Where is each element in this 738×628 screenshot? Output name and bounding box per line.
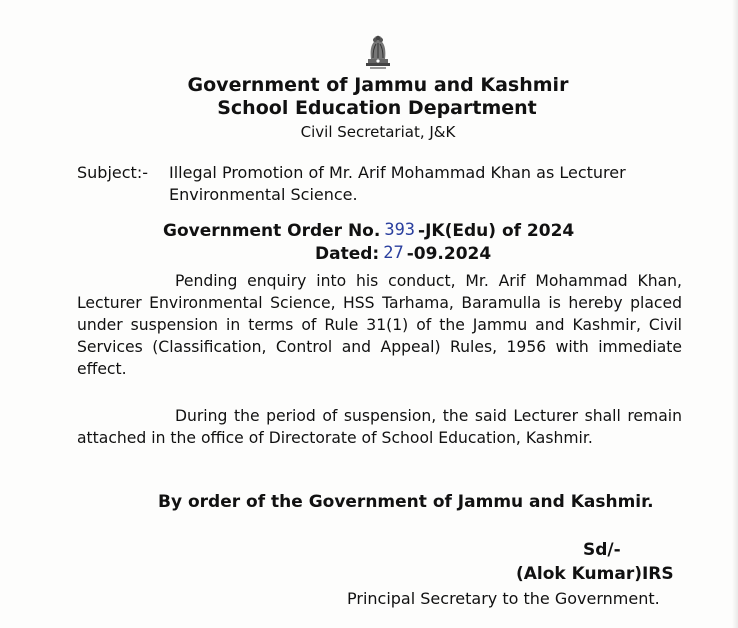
header-office: Civil Secretariat, J&K [300, 123, 456, 141]
order-date-line [315, 243, 491, 265]
order-number-line [163, 220, 574, 242]
body-paragraph-2: During the period of suspension, the said Lecturer shall remain attached in the office of Directorate of School Education, Kashmir. [77, 407, 682, 447]
closing-line: By order of the Government of Jammu and Kashmir. [158, 492, 654, 512]
order-suffix: -JK(Edu) of 2024 [418, 221, 575, 241]
header-government: Government of Jammu and Kashmir [187, 74, 569, 96]
order-prefix: Government Order No. [163, 221, 381, 241]
dated-day-handwritten: 27 [383, 243, 404, 263]
dated-rest: -09.2024 [406, 244, 492, 264]
order-number-handwritten: 393 [384, 220, 416, 240]
subject-label: Subject:- [77, 163, 148, 182]
subject-text: Illegal Promotion of Mr. Arif Mohammad Khan as Lecturer Environmental Science. [169, 163, 626, 204]
signatory-title: Principal Secretary to the Government. [347, 589, 660, 608]
body-paragraph-1: Pending enquiry into his conduct, Mr. Arif Mohammad Khan, Lecturer Environmental Science, HSS Tarhama, Baramulla is hereby placed under suspension in terms of Rule 31(1) of the Jammu and Kashmir, Civil Services (Classification, Control and Appeal) Rules, 1956 with immediate effect. [77, 272, 682, 378]
header-department: School Education Department [217, 97, 537, 119]
page-edge-shadow [732, 0, 738, 628]
signatory-name: (Alok Kumar)IRS [516, 564, 674, 584]
dated-label: Dated: [315, 244, 380, 264]
signature-sd: Sd/- [583, 540, 621, 560]
national-emblem-icon [362, 29, 394, 71]
